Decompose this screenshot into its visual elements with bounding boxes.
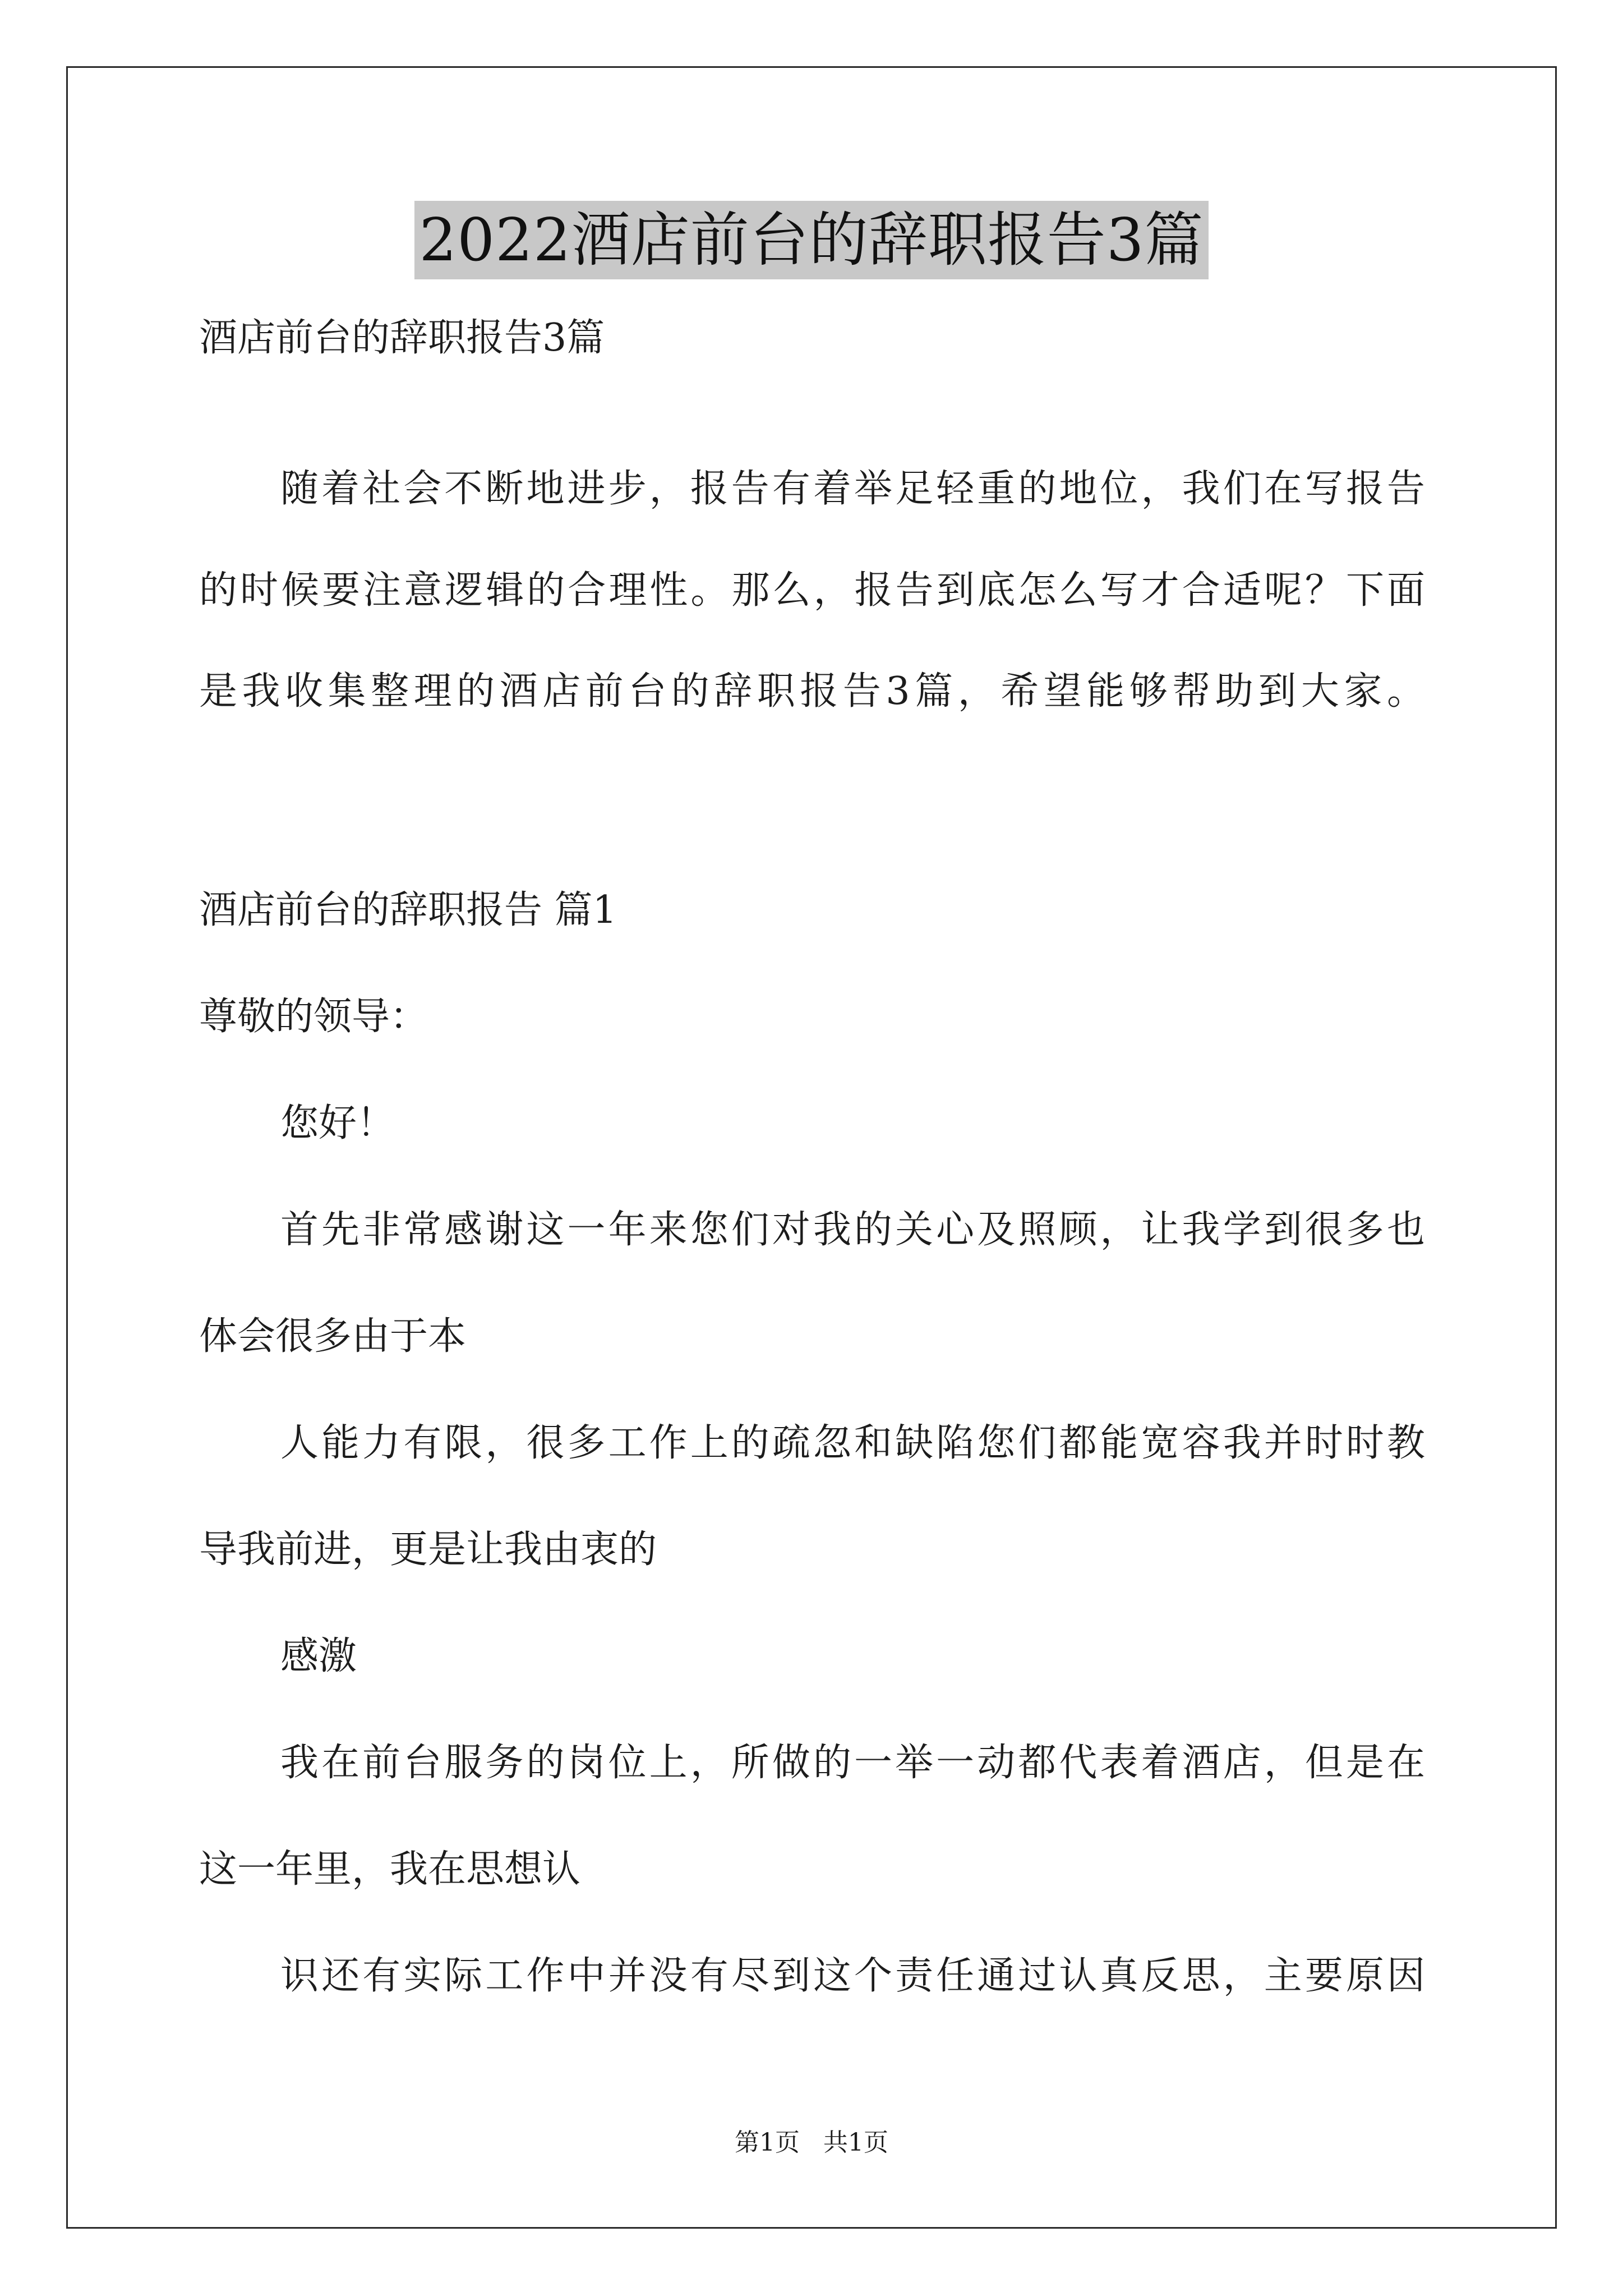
intro-line-1: 随着社会不断地进步，报告有着举足轻重的地位，我们在写报告 (280, 467, 1425, 511)
body-line-4: 导我前进，更是让我由衷的 (199, 1527, 657, 1572)
subtitle: 酒店前台的辞职报告3篇 (199, 316, 605, 360)
body-line-2: 体会很多由于本 (199, 1314, 467, 1359)
body-line-8: 识还有实际工作中并没有尽到这个责任通过认真反思，主要原因 (280, 1954, 1425, 1998)
intro-line-2: 的时候要注意逻辑的合理性。那么，报告到底怎么写才合适呢？下面 (199, 568, 1425, 613)
body-line-7: 这一年里，我在思想认 (199, 1847, 581, 1892)
salutation: 尊敬的领导： (199, 995, 428, 1039)
title-container (0, 201, 1623, 279)
intro-line-3: 是我收集整理的酒店前台的辞职报告3篇，希望能够帮助到大家。 (199, 669, 1425, 714)
body-line-6: 我在前台服务的岗位上，所做的一举一动都代表着酒店，但是在 (280, 1741, 1425, 1785)
document-title: 2022酒店前台的辞职报告3篇 (414, 201, 1208, 279)
body-line-1: 首先非常感谢这一年来您们对我的关心及照顾，让我学到很多也 (280, 1208, 1425, 1252)
section-heading: 酒店前台的辞职报告 篇1 (199, 888, 617, 932)
body-line-5: 感激 (280, 1634, 357, 1678)
page-footer: 第1页 共1页 (735, 2128, 888, 2157)
body-line-3: 人能力有限，很多工作上的疏忽和缺陷您们都能宽容我并时时教 (280, 1421, 1425, 1465)
greeting: 您好！ (280, 1101, 395, 1145)
